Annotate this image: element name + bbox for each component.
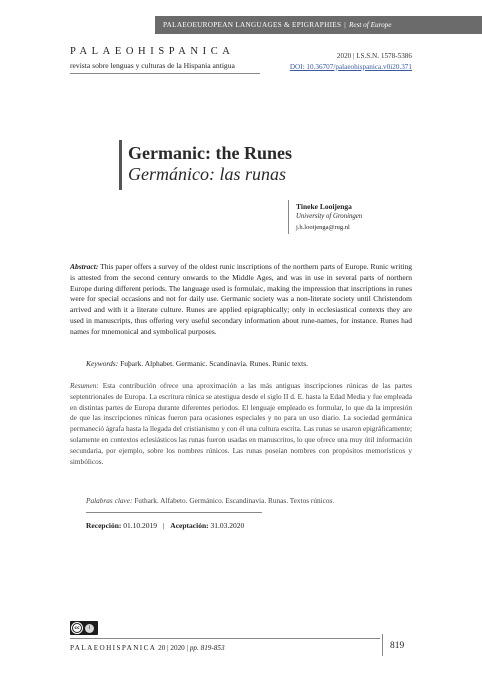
keywords-label: Keywords:	[86, 359, 119, 368]
header-divider: |	[344, 21, 347, 29]
accepted-label: Aceptación:	[170, 521, 209, 530]
footer-divider	[382, 634, 383, 656]
attribution-icon: i	[85, 624, 94, 633]
abstract-label: Abstract:	[70, 262, 99, 271]
series-name: PALAEOEUROPEAN LANGUAGES & EPIGRAPHIES	[163, 21, 342, 29]
author-email[interactable]: j.h.looijenga@rug.nl	[296, 224, 350, 231]
palabras-clave-label: Palabras clave:	[86, 496, 133, 505]
creative-commons-license-icon[interactable]	[70, 621, 98, 635]
resumen-label: Resumen:	[70, 381, 99, 390]
received-label: Recepción:	[86, 521, 122, 530]
keywords-text: Fuþark. Alphabet. Germanic. Scandinavia. Runes. Runic texts.	[120, 359, 308, 368]
footer-rule	[70, 638, 380, 639]
author-affiliation: University of Groningen	[296, 213, 363, 220]
author-name: Tineke Looijenga	[296, 202, 352, 211]
article-title-english: Germanic: the Runes	[128, 143, 292, 163]
palabras-clave-line	[86, 496, 412, 505]
article-title-spanish: Germánico: las runas	[128, 164, 286, 184]
journal-subtitle: revista sobre lenguas y culturas de la Hispania antigua	[70, 61, 235, 70]
resumen-text: Esta contribución ofrece una aproximación a las más antiguas inscripciones rúnicas de las partes septentrionales de Europa. La escritura rúnica se atestigua desde el siglo II d. E. hasta la Edad Media y fue empleada en distintas partes de Europa durante diferentes periodos. El lenguaje empleado es formular, lo que da la impresión de que las inscripciones rúnicas fueron para ocasiones especiales y no para un uso diario. La sociedad germánica permaneció ágrafa hasta la llegada del cristianismo y con él una cultura escrita. Las runas se usaron epigráficamente; solamente en contextos eclesiásticos las runas fueron usadas en manuscritos, lo que ofrece una muy útil información secundaria, por ejemplo, sobre los nombres rúnicos. Las runas poseían nombres con propósitos memorísticos y simbólicos.	[70, 381, 412, 466]
received-date: 01.10.2019	[123, 521, 158, 530]
cc-icon: cc	[72, 623, 82, 633]
abstract-text: This paper offers a survey of the oldest runic inscriptions of the northern parts of Europe. Runic writing is attested from the second century onwards to the Middle Ages, and was in use in several parts of northern Europe during different periods. The language used is formulaic, making the impression that inscriptions in runes were for special occasions and not for daily use. Germanic society was a non-literate society until Christendom arrived and with it a literate culture. Runes are applied epigraphically; only in ecclesiastical contexts they are used in manuscripts, thus offering very useful secondary information about rune-names, for instance. Runes had names for mnemonical and symbolical purposes.	[70, 262, 412, 336]
journal-name: PALAEOHISPANICA	[70, 46, 235, 57]
footer-citation	[70, 644, 225, 652]
title-accent-bar	[119, 140, 122, 190]
dates-rule	[86, 512, 262, 513]
issn-line: 2020 | I.S.S.N. 1578-5386	[336, 52, 412, 60]
author-divider	[288, 200, 289, 234]
footer-journal-name: PALAEOHISPANICA	[70, 644, 157, 652]
doi-link[interactable]: DOI: 10.36707/palaeohispanica.v0i20.371	[289, 63, 412, 71]
series-header-bar	[155, 16, 482, 34]
resumen-paragraph	[70, 381, 412, 467]
submission-dates	[86, 521, 244, 530]
footer-pages: pp. 819-853	[189, 644, 225, 652]
footer-issue: 20 | 2020 |	[158, 644, 189, 652]
abstract-paragraph	[70, 262, 412, 338]
masthead-rule	[70, 73, 260, 74]
palabras-clave-text: Futhark. Alfabeto. Germánico. Escandinavia. Runas. Textos rúnicos.	[134, 496, 335, 505]
dates-divider: |	[162, 521, 165, 530]
accepted-date: 31.03.2020	[210, 521, 245, 530]
page-number: 819	[390, 641, 405, 651]
keywords-line	[86, 359, 412, 370]
section-name: Rest of Europe	[349, 21, 392, 29]
